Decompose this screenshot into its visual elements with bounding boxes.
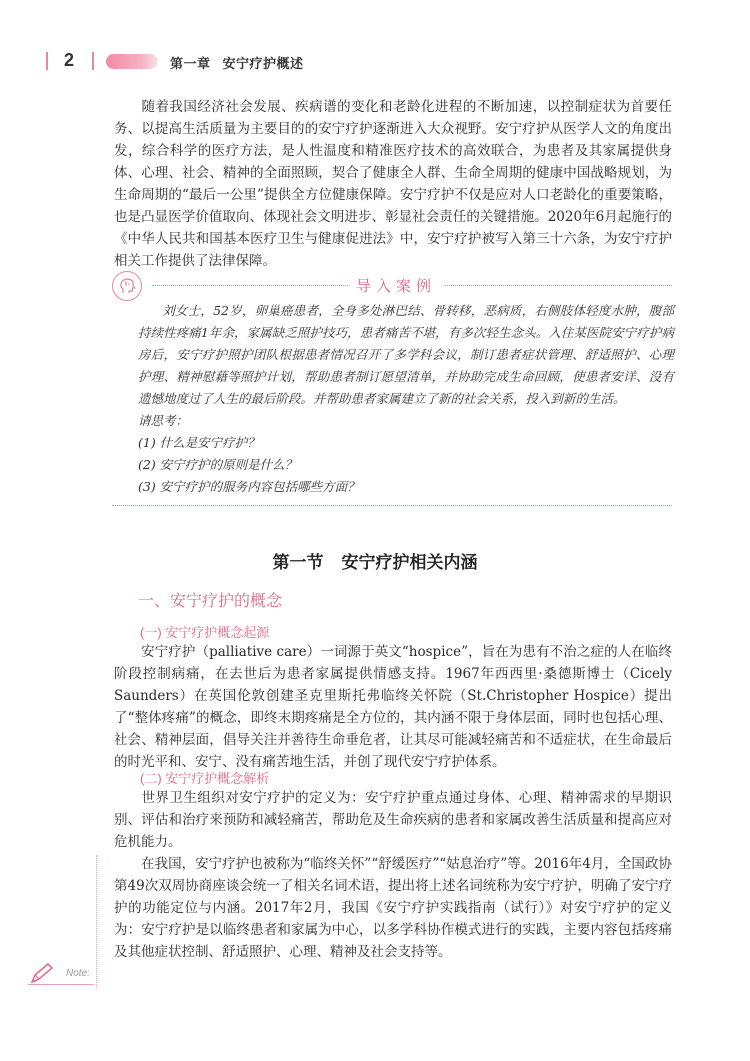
chapter-heading xyxy=(170,53,304,72)
case-title: 导入案例 xyxy=(348,275,444,296)
case-question-3: (3) 安宁疗护的服务内容包括哪些方面？ xyxy=(138,479,360,494)
section-title xyxy=(0,548,750,573)
header-pill xyxy=(106,54,158,69)
origin-paragraph: 安宁疗护（palliative care）一词源于英文“hospice”，旨在为患有不治之症的人在临终阶段控制病痛，在去世后为患者家属提供情感支持。1967年西西里·桑德斯博士（Cicely Saunders）在英国伦敦创建圣克里斯托弗临终关怀院（St.Christopher Hospice）提出了“整体疼痛”的概念，即终末期疼痛是全方位的，其内涵不限于身体层面，同时也包括心理、社会、精神层面，倡导关注并善待生命垂危者，让其尽可能减轻痛苦和不适症状，在生命最后的时光平和、安宁、没有痛苦地生活，并创了现代安宁疗护体系。 xyxy=(114,644,673,770)
header-bar-right xyxy=(92,52,94,70)
chapter-label: 第一章 xyxy=(170,56,211,71)
section-name: 安宁疗护相关内涵 xyxy=(341,553,478,572)
page-number: 2 xyxy=(64,50,75,70)
chapter-title: 安宁疗护概述 xyxy=(222,56,304,71)
pencil-icon xyxy=(28,962,58,986)
section-number: 第一节 xyxy=(272,553,324,572)
china-definition-paragraph: 在我国，安宁疗护也被称为“临终关怀”“舒缓医疗”“姑息治疗”等。2016年4月，全国政协第49次双周协商座谈会统一了相关名词术语，提出将上述名词统称为安宁疗护，明确了安宁疗护的功能定位与内涵。2017年2月，我国《安宁疗护实践指南（试行）》对安宁疗护的定义为：安宁疗护是以临终患者和家属为中心，以多学科协作模式进行的实践，主要内容包括疼痛及其他症状控制、舒适照护、心理、精神及社会支持等。 xyxy=(114,856,673,960)
subheading-origin: (一) 安宁疗护概念起源 xyxy=(140,625,270,640)
header-bar-left xyxy=(46,52,48,70)
case-prompt: 请思考： xyxy=(138,413,189,428)
heading-concept: 一、安宁疗护的概念 xyxy=(138,593,283,610)
case-question-2: (2) 安宁疗护的原则是什么？ xyxy=(138,457,298,472)
case-text: 刘女士，52岁，卵巢癌患者，全身多处淋巴结、骨转移，恶病质，右侧肢体轻度水肿，腹部持续性疼痛1年余，家属缺乏照护技巧，患者痛苦不堪，有多次轻生念头。入住某医院安宁疗护病房后，安宁疗护照护团队根据患者情况召开了多学科会议，制订患者症状管理、舒适照护、心理护理、精神慰藉等照护计划，帮助患者制订愿望清单，并协助完成生命回顾，使患者安详、没有遗憾地度过了人生的最后阶段。并帮助患者家属建立了新的社会关系，投入到新的生活。 xyxy=(138,303,674,406)
note-underline xyxy=(28,984,94,985)
subheading-analysis: (二) 安宁疗护概念解析 xyxy=(140,771,270,786)
head-thinking-icon xyxy=(112,271,142,301)
margin-note xyxy=(28,962,98,988)
who-definition-paragraph: 世界卫生组织对安宁疗护的定义为：安宁疗护重点通过身体、心理、精神需求的早期识别、评估和治疗来预防和减轻痛苦，帮助危及生命疾病的患者和家属改善生活质量和提高应对危机能力。 xyxy=(114,790,673,850)
case-question-1: (1) 什么是安宁疗护？ xyxy=(138,435,260,450)
note-label: Note: xyxy=(66,968,90,979)
intro-paragraph: 随着我国经济社会发展、疾病谱的变化和老龄化进程的不断加速，以控制症状为首要任务、以提高生活质量为主要目的的安宁疗护逐渐进入大众视野。安宁疗护从医学人文的角度出发，综合科学的医疗方法，是人性温度和精准医疗技术的高效联合，为患者及其家属提供身体、心理、社会、精神的全面照顾，契合了健康全人群、生命全周期的健康中国战略规划，为生命周期的“最后一公里”提供全方位健康保障。安宁疗护不仅是应对人口老龄化的重要策略，也是凸显医学价值取向、体现社会文明进步、彰显社会责任的关键措施。2020年6月起施行的《中华人民共和国基本医疗卫生与健康促进法》中，安宁疗护被写入第三十六条，为安宁疗护相关工作提供了法律保障。 xyxy=(114,99,673,269)
case-bottom-divider xyxy=(112,505,672,506)
